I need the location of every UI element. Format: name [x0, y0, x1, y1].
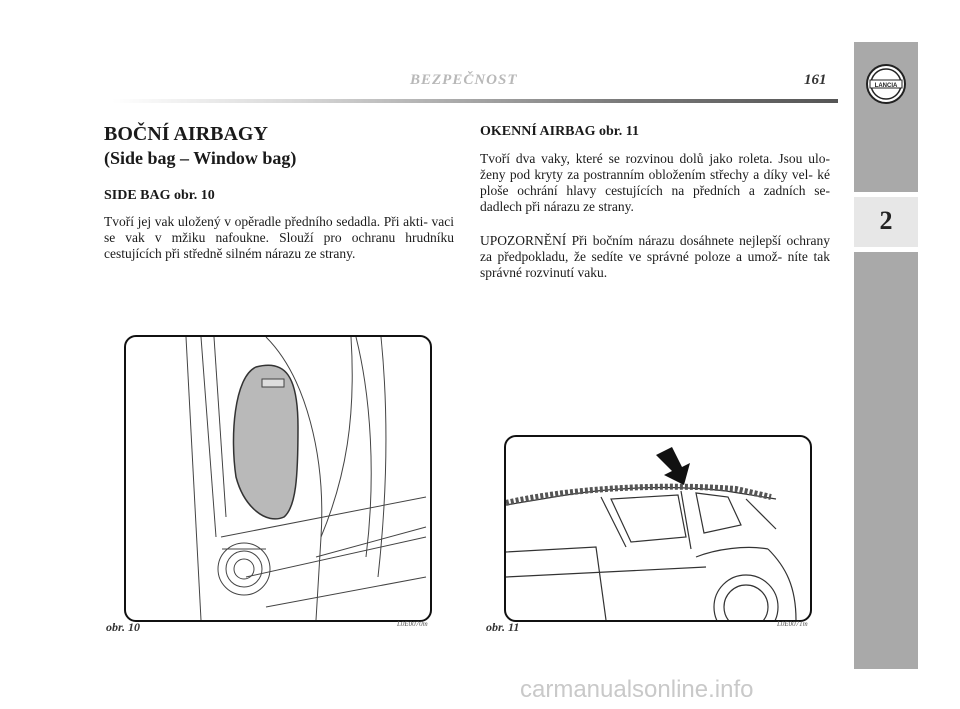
logo-text: LANCIA — [874, 83, 898, 89]
window-bag-paragraph: Tvoří dva vaky, které se rozvinou dolů jako roleta. Jsou ulo- ženy pod kryty za postranním obložením střechy a díky vel- ké ploše ochrání hlavy cestujících na předních a zadních se- dadlech při nárazu ze strany. — [480, 151, 830, 214]
car-window-airbag-illustration-icon — [506, 437, 810, 620]
section-subheading: (Side bag – Window bag) — [104, 148, 297, 168]
lancia-logo-icon — [865, 62, 907, 106]
seat-side-airbag-illustration-icon — [126, 337, 430, 620]
watermark: carmanualsonline.info — [520, 676, 754, 703]
figure-10 — [124, 335, 432, 622]
side-bag-paragraph: Tvoří jej vak uložený v opěradle předního sedadla. Při akti- vaci se vak v mžiku nafoukne. Slouží pro ochranu hrudníku cestujících při středně silném nárazu ze strany. — [104, 214, 454, 261]
section-heading: BOČNÍ AIRBAGY — [104, 123, 268, 145]
page-number: 161 — [804, 72, 827, 88]
figure-10-code: L0E0070m — [397, 620, 428, 628]
chapter-side-tab — [854, 42, 918, 669]
tab-separator — [854, 247, 918, 252]
header-title: BEZPEČNOST — [410, 72, 518, 88]
figure-11-code: L0E0071m — [777, 620, 808, 628]
window-bag-title: OKENNÍ AIRBAG obr. 11 — [480, 124, 639, 139]
side-bag-title: SIDE BAG obr. 10 — [104, 188, 215, 203]
warning-paragraph: UPOZORNĚNÍ Při bočním nárazu dosáhnete nejlepší ochrany za předpokladu, že sedíte ve správné poloze a umož- níte tak správné rozvinutí vaku. — [480, 233, 830, 280]
figure-11 — [504, 435, 812, 622]
figure-11-caption: obr. 11 — [486, 620, 520, 634]
header-rule — [112, 99, 838, 103]
figure-10-caption: obr. 10 — [106, 620, 141, 634]
chapter-number: 2 — [879, 206, 893, 235]
